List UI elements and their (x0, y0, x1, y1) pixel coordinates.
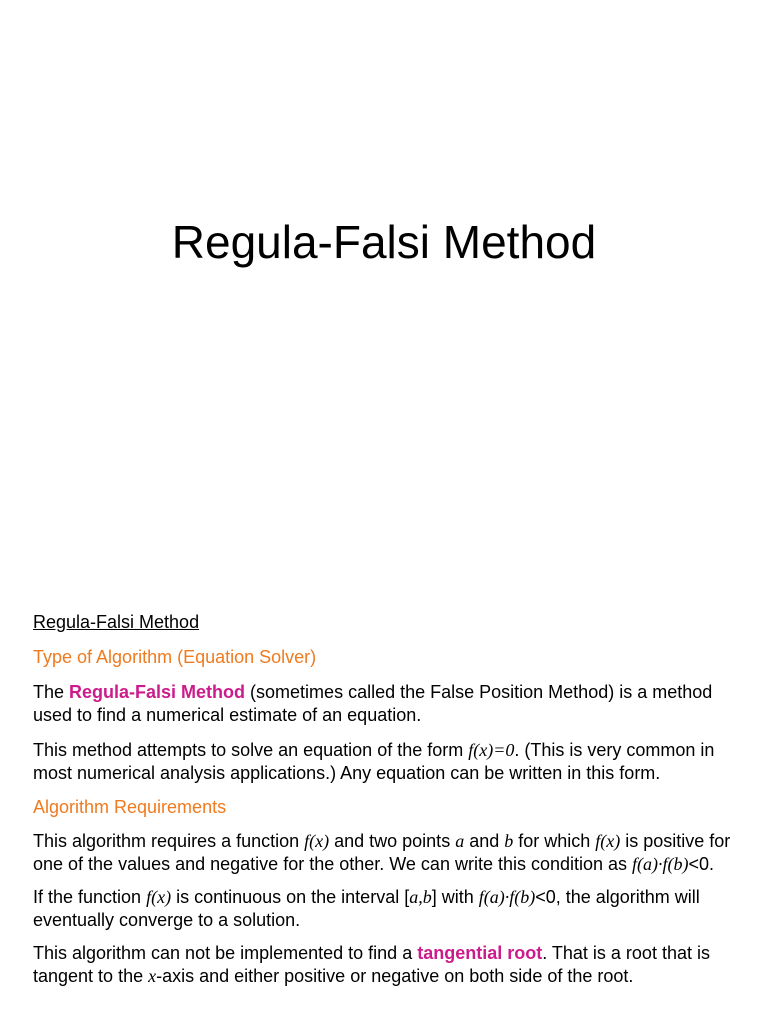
req1-math-fx-2: f(x) (595, 831, 621, 851)
req3-text-3: -axis and either positive or negative on both side of the root. (156, 966, 634, 986)
requirement-paragraph-1 (33, 830, 733, 876)
req1-text-6: <0. (688, 854, 715, 874)
req3-math-x: x (148, 966, 157, 986)
req3-text-2: . That is a root that is tangent to the (33, 943, 710, 986)
req1-text-1: This algorithm requires a function (33, 831, 305, 851)
algorithm-type: Type of Algorithm (Equation Solver) (33, 647, 317, 667)
slide-title: Regula-Falsi Method (171, 216, 597, 268)
req2-text-3: ] with (431, 887, 479, 907)
intro-paragraph (33, 681, 733, 727)
req1-math-condition: f(a)·f(b) (632, 854, 689, 874)
req1-text-5: is positive for one of the values and negative for the other. We can write this condition as (33, 831, 731, 874)
slide-content (33, 611, 733, 988)
req1-math-b: b (504, 831, 514, 851)
req2-math-condition: f(a)·f(b) (478, 887, 536, 907)
requirement-paragraph-2 (33, 886, 733, 932)
req2-text-2: is continuous on the interval [ (171, 887, 410, 907)
form-paragraph (33, 739, 733, 785)
tangential-root-highlight: tangential root (417, 943, 543, 963)
req1-text-2: and two points (329, 831, 456, 851)
method-name-highlight: Regula-Falsi Method (69, 682, 246, 702)
requirement-paragraph-3 (33, 942, 733, 988)
form-text-2: . (This is very common in most numerical analysis applications.) Any equation can be written in this form. (33, 740, 715, 783)
section-heading: Regula-Falsi Method (33, 612, 200, 632)
req2-text-4: <0, the algorithm will eventually converge to a solution. (33, 887, 700, 930)
form-text-1: This method attempts to solve an equation of the form (33, 740, 469, 760)
form-equation: f(x)=0 (468, 740, 515, 760)
req1-text-4: for which (513, 831, 596, 851)
req3-text-1: This algorithm can not be implemented to find a (33, 943, 418, 963)
requirements-heading: Algorithm Requirements (33, 797, 227, 817)
req1-math-fx: f(x) (304, 831, 330, 851)
intro-text-1: The (33, 682, 70, 702)
intro-text-2: (sometimes called the False Position Method) is a method used to find a numerical estimate of an equation. (33, 682, 713, 725)
req1-text-3: and (464, 831, 505, 851)
req2-math-fx: f(x) (146, 887, 172, 907)
req1-math-a: a (455, 831, 465, 851)
req2-math-interval: a,b (409, 887, 432, 907)
req2-text-1: If the function (33, 887, 147, 907)
